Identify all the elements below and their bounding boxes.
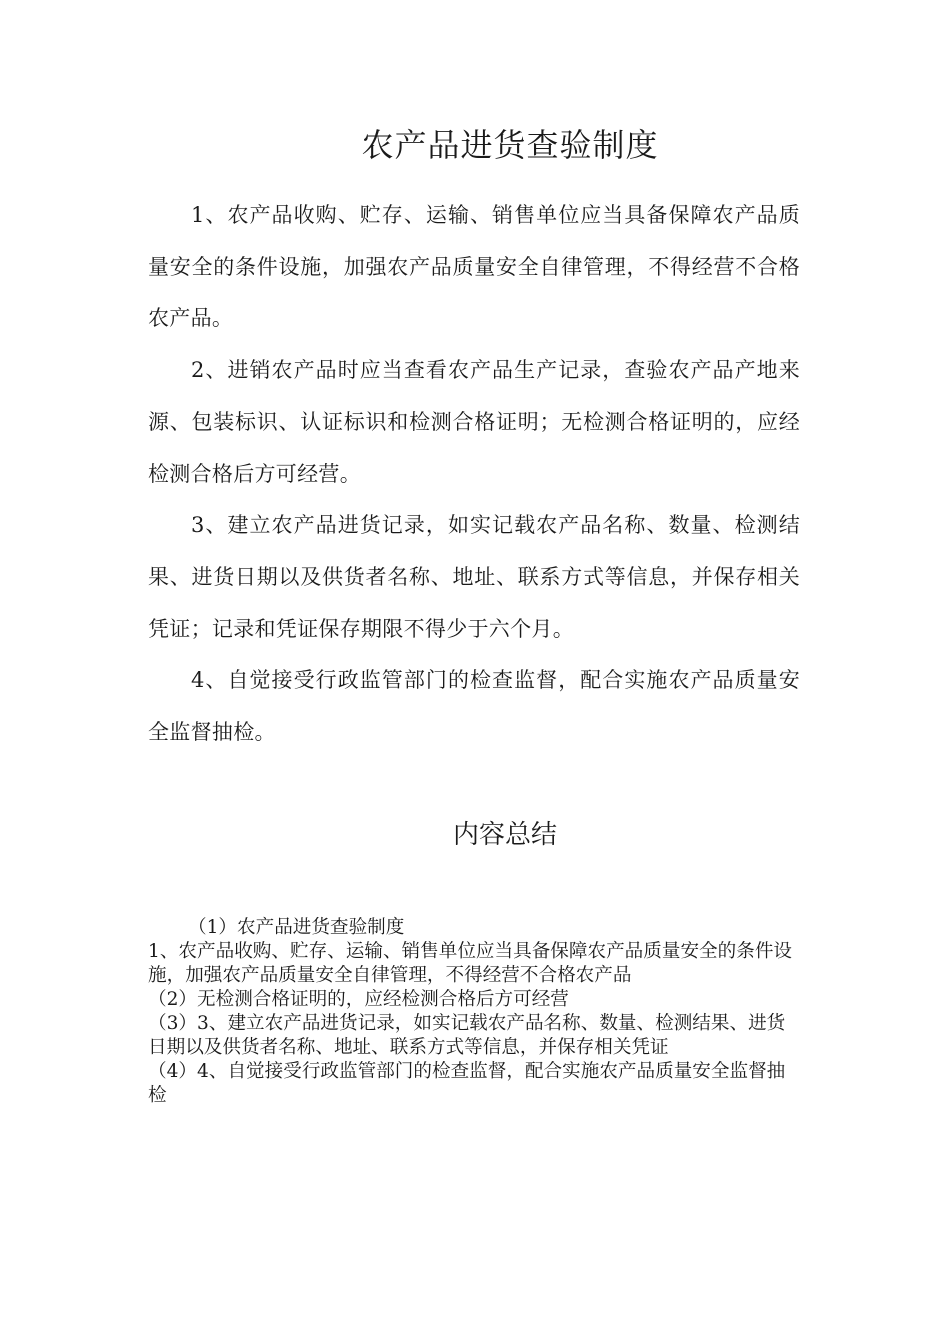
document-title: 农产品进货查验制度 — [361, 126, 659, 164]
summary-title: 内容总结 — [452, 820, 557, 850]
summary-item-5: （4）4、自觉接受行政监管部门的检查监督，配合实施农产品质量安全监督抽检 — [148, 1061, 786, 1106]
document-body — [148, 190, 800, 759]
paragraph-2: 2、进销农产品时应当查看农产品生产记录，查验农产品产地来源、包装标识、认证标识和检测合格证明；无检测合格证明的，应经检测合格后方可经营。 — [148, 358, 800, 486]
summary-item-2: 1、农产品收购、贮存、运输、销售单位应当具备保障农产品质量安全的条件设施，加强农产品质量安全自律管理，不得经营不合格农产品 — [148, 941, 793, 986]
summary-item-4: （3）3、建立农产品进货记录，如实记载农产品名称、数量、检测结果、进货日期以及供货者名称、地址、联系方式等信息，并保存相关凭证 — [148, 1013, 786, 1058]
paragraph-4: 4、自觉接受行政监管部门的检查监督，配合实施农产品质量安全监督抽检。 — [148, 668, 800, 745]
paragraph-3: 3、建立农产品进货记录，如实记载农产品名称、数量、检测结果、进货日期以及供货者名称、地址、联系方式等信息，并保存相关凭证；记录和凭证保存期限不得少于六个月。 — [148, 513, 800, 641]
summary-section — [148, 916, 803, 1108]
summary-item-1: （1）农产品进货查验制度 — [188, 917, 405, 938]
paragraph-1: 1、农产品收购、贮存、运输、销售单位应当具备保障农产品质量安全的条件设施，加强农产品质量安全自律管理，不得经营不合格农产品。 — [148, 203, 800, 331]
summary-item-3: （2）无检测合格证明的，应经检测合格后方可经营 — [148, 989, 569, 1010]
